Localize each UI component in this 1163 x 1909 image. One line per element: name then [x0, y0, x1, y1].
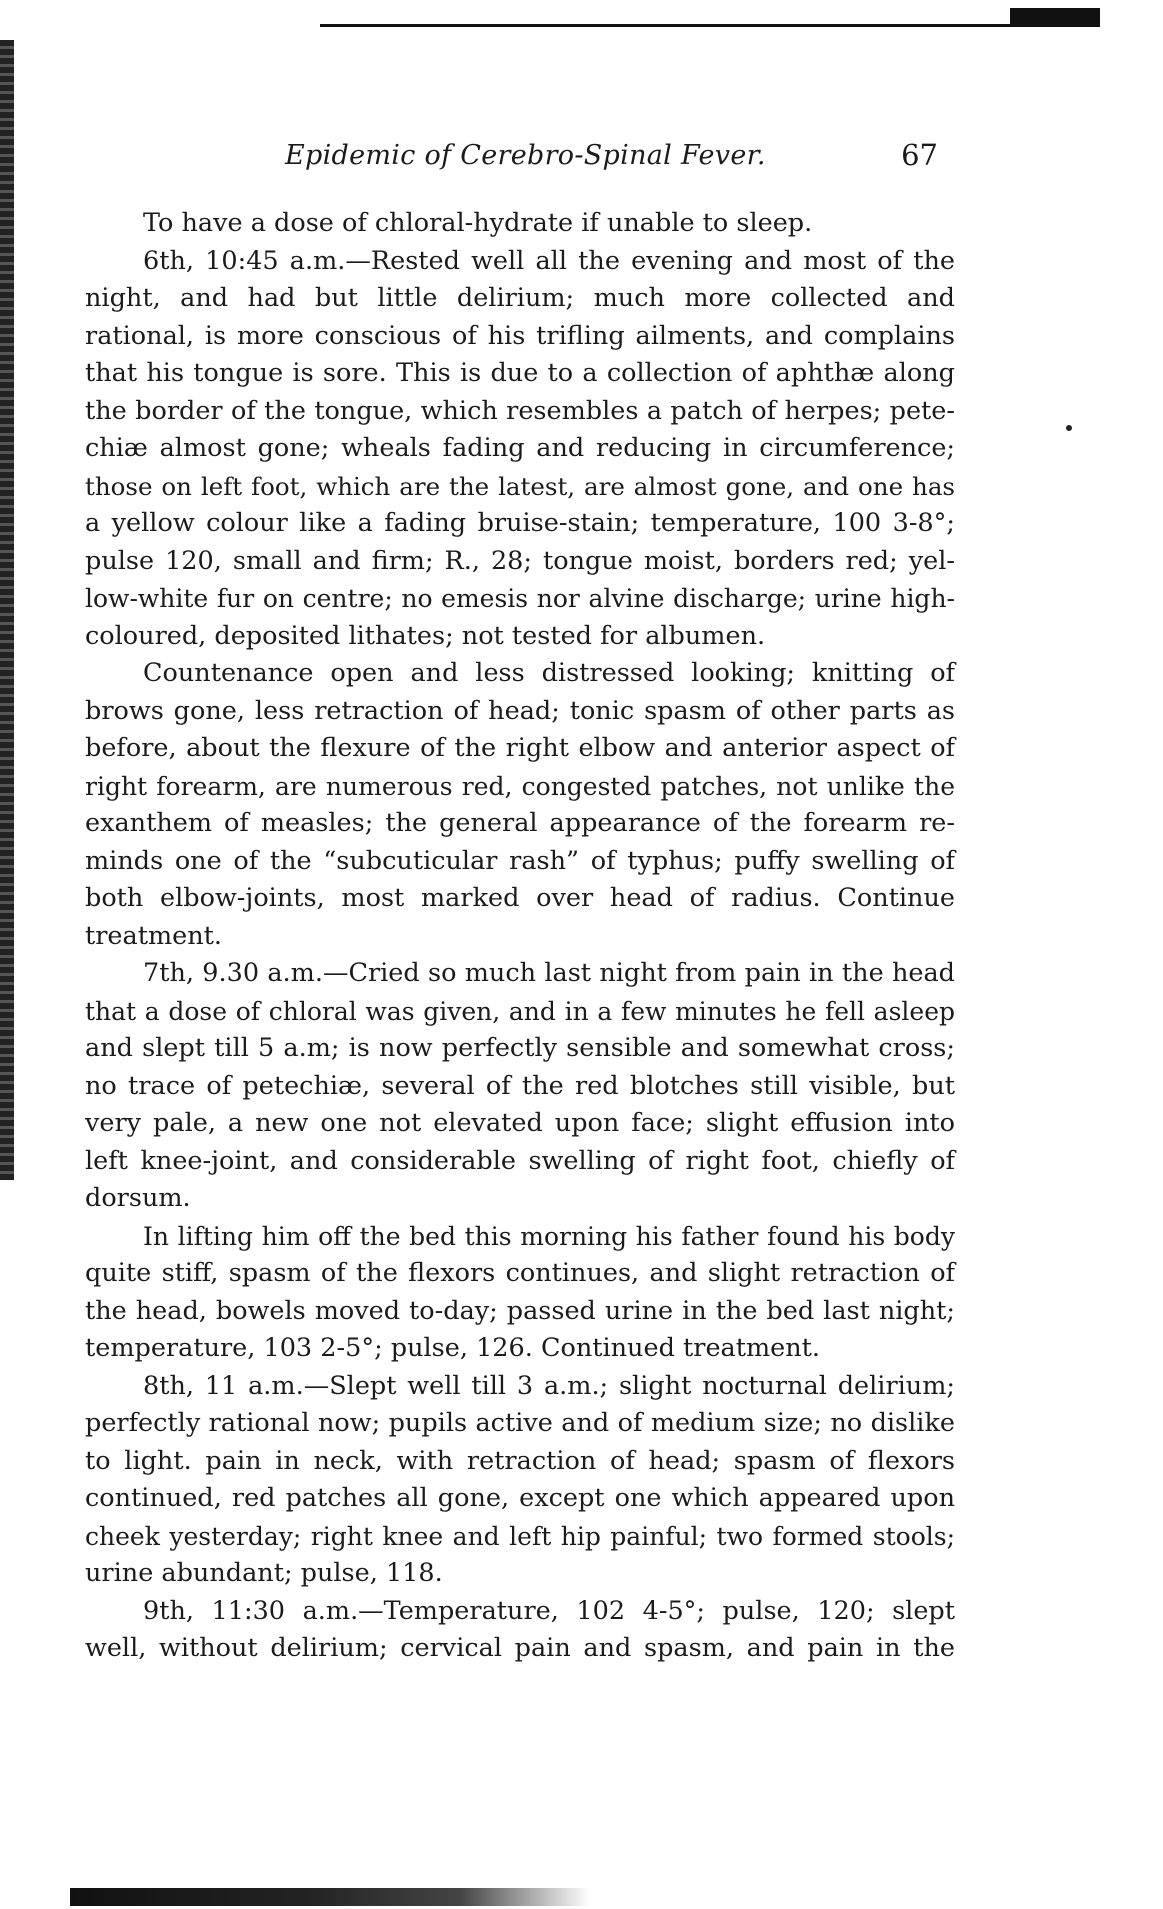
- text-line: 6th, 10:45 a.m.—Rested well all the evening and most of the: [143, 245, 955, 276]
- text-line: exanthem of measles; the general appearance of the forearm re-: [85, 808, 955, 838]
- text-line: before, about the flexure of the right elbow and anterior aspect of: [85, 733, 955, 763]
- text-line: and slept till 5 a.m; is now perfectly sensible and somewhat cross;: [85, 1033, 955, 1063]
- text-line: well, without delirium; cervical pain and spasm, and pain in the: [85, 1633, 955, 1663]
- text-line: low-white fur on centre; no emesis nor alvine discharge; urine high-: [85, 584, 955, 613]
- text-line: treatment.: [85, 920, 223, 951]
- text-line: cheek yesterday; right knee and left hip painful; two formed stools;: [85, 1521, 955, 1551]
- body-text: [85, 205, 955, 1668]
- margin-mark: [1066, 425, 1072, 431]
- text-line: to light. pain in neck, with retraction of head; spasm of flexors: [85, 1445, 955, 1476]
- text-line: right forearm, are numerous red, congested patches, not unlike the: [85, 771, 955, 801]
- page-number: 67: [901, 138, 938, 172]
- text-line: no trace of petechiæ, several of the red blotches still visible, but: [85, 1070, 955, 1101]
- text-line: dorsum.: [85, 1183, 191, 1213]
- text-line: chiæ almost gone; wheals fading and reducing in circumference;: [85, 433, 955, 463]
- text-line: continued, red patches all gone, except one which appeared upon: [85, 1483, 955, 1513]
- text-line: rational, is more conscious of his trifling ailments, and complains: [85, 320, 955, 351]
- text-line: left knee-joint, and considerable swelling of right foot, chiefly of: [85, 1145, 955, 1176]
- text-line: Countenance open and less distressed looking; knitting of: [143, 658, 955, 688]
- text-line: very pale, a new one not elevated upon face; slight effusion into: [85, 1108, 955, 1138]
- text-line: 7th, 9.30 a.m.—Cried so much last night from pain in the head: [143, 958, 955, 988]
- text-line: the border of the tongue, which resembles a patch of herpes; pete-: [85, 395, 955, 426]
- text-line: urine abundant; pulse, 118.: [85, 1558, 443, 1588]
- scan-top-mark: [1010, 8, 1100, 26]
- text-line: that a dose of chloral was given, and in a few minutes he fell asleep: [85, 996, 955, 1026]
- scan-top-rule: [320, 24, 1100, 27]
- scan-binding-edge: [0, 40, 14, 1180]
- text-line: 8th, 11 a.m.—Slept well till 3 a.m.; slight nocturnal delirium;: [143, 1370, 955, 1401]
- text-line: coloured, deposited lithates; not tested for albumen.: [85, 620, 766, 651]
- text-line: In lifting him off the bed this morning his father found his body: [143, 1221, 955, 1251]
- text-line: temperature, 103 2-5°; pulse, 126. Continued treatment.: [85, 1333, 821, 1363]
- text-line: pulse 120, small and firm; R., 28; tongue moist, borders red; yel-: [85, 545, 955, 576]
- text-line: brows gone, less retraction of head; tonic spasm of other parts as: [85, 695, 955, 726]
- text-line: both elbow-joints, most marked over head of radius. Continue: [85, 883, 955, 913]
- text-line: To have a dose of chloral-hydrate if unable to sleep.: [143, 208, 813, 238]
- text-line: perfectly rational now; pupils active and of medium size; no dislike: [85, 1408, 955, 1438]
- running-title: Epidemic of Cerebro-Spinal Fever.: [285, 140, 766, 171]
- text-line: quite stiff, spasm of the flexors continues, and slight retraction of: [85, 1258, 955, 1288]
- text-line: the head, bowels moved to-day; passed urine in the bed last night;: [85, 1295, 955, 1326]
- text-line: that his tongue is sore. This is due to a collection of aphthæ along: [85, 358, 955, 388]
- text-line: night, and had but little delirium; much more collected and: [85, 283, 955, 313]
- text-line: minds one of the “subcuticular rash” of typhus; puffy swelling of: [85, 845, 955, 876]
- scan-bottom-smudge: [70, 1888, 590, 1906]
- text-line: those on left foot, which are the latest, are almost gone, and one has: [85, 471, 955, 501]
- text-line: 9th, 11:30 a.m.—Temperature, 102 4-5°; pulse, 120; slept: [143, 1595, 955, 1626]
- text-line: a yellow colour like a fading bruise-stain; temperature, 100 3-8°;: [85, 508, 955, 538]
